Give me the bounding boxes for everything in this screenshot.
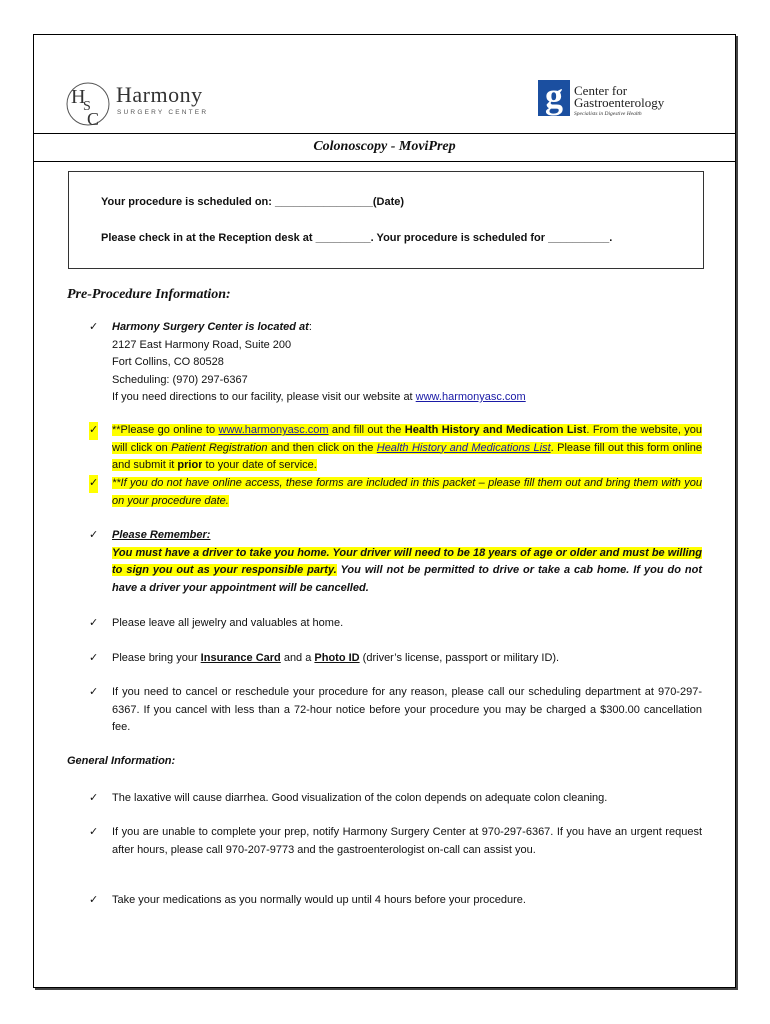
cfg-g-icon: g xyxy=(538,80,570,116)
general-item-laxative: The laxative will cause diarrhea. Good visualization of the colon depends on adequate colon cleaning. xyxy=(112,792,608,804)
directions-text: If you need directions to our facility, please visit our website at xyxy=(112,391,416,403)
jewelry-item: Please leave all jewelry and valuables at home. xyxy=(112,617,344,629)
scheduling-phone: Scheduling: (970) 297-6367 xyxy=(112,373,248,386)
address-line2: Fort Collins, CO 80528 xyxy=(112,356,224,368)
location-item: Harmony Surgery Center is located at: 2127 East Harmony Road, Suite 200 Fort Collins, CO 80528 Scheduling: (970) 297-6367 If you need directions to our facility, please visit our website at www.harmonyasc.com xyxy=(112,319,702,407)
cfg-logo-line1: Center for xyxy=(574,83,628,98)
schedule-box xyxy=(68,171,704,269)
cfg-logo-tagline: Specialists in Digestive Health xyxy=(574,111,642,117)
document-title: Colonoscopy - MoviPrep xyxy=(313,139,456,154)
check-icon: ✓ xyxy=(89,652,99,664)
check-icon: ✓ xyxy=(89,321,99,333)
health-history-link[interactable]: Health History and Medications List xyxy=(376,441,551,454)
general-item-prep: If you are unable to complete your prep, notify Harmony Surgery Center at 970-297-6367. If you have an urgent request after hours, please call 970-207-9773 and the gastroenterologist on-call can assist you. xyxy=(112,826,702,856)
driver-requirement: You must have a driver to take you home. Your driver will need to be 18 years of age or older and must be willing to sign you out as your responsible party. xyxy=(112,546,702,576)
check-icon: ✓ xyxy=(89,894,99,906)
hsc-monogram-icon xyxy=(66,79,114,129)
check-icon: ✓ xyxy=(89,475,98,493)
schedule-date-line: Your procedure is scheduled on: ________________(Date) xyxy=(101,196,405,208)
check-icon: ✓ xyxy=(89,529,99,541)
remember-title: Please Remember: xyxy=(112,529,211,541)
cancellation-item: If you need to cancel or reschedule your procedure for any reason, please call our scheduling department at 970-297-6367. If you cancel with less than a 72-hour notice before your procedure you may be charged a $300.00 cancellation fee. xyxy=(112,686,702,733)
svg-text:C: C xyxy=(87,109,100,129)
check-icon: ✓ xyxy=(89,617,99,629)
general-info-heading: General Information: xyxy=(67,755,176,767)
check-icon: ✓ xyxy=(89,792,99,804)
check-icon: ✓ xyxy=(89,826,99,838)
cfg-logo-line2: Gastroenterology xyxy=(574,95,665,110)
bring-id-item: Please bring your Insurance Card and a Photo ID (driver’s license, passport or military ID). xyxy=(112,652,560,664)
remember-item: Please Remember: You must have a driver to take you home. Your driver will need to be 18 years of age or older and must be willing to sign you out as your responsible party. You will not be permitted to drive or take a cab home. If you do not have a driver your appointment will be cancelled. xyxy=(112,529,702,594)
insurance-card-text: Insurance Card xyxy=(200,652,281,664)
center-for-gastroenterology-logo xyxy=(538,76,698,122)
schedule-checkin-line: Please check in at the Reception desk at _________. Your procedure is scheduled for __________. xyxy=(101,232,613,244)
svg-text:H: H xyxy=(71,86,86,108)
website-link[interactable]: www.harmonyasc.com xyxy=(415,391,526,403)
header-divider xyxy=(34,133,735,134)
website-link[interactable]: www.harmonyasc.com xyxy=(218,424,329,436)
harmony-surgery-center-logo xyxy=(66,79,216,131)
location-title: Harmony Surgery Center is located at xyxy=(112,321,309,333)
no-online-access-item: **If you do not have online access, these forms are included in this packet – please fill them out and bring them with you on your procedure date. xyxy=(112,477,702,507)
online-form-item: **Please go online to www.harmonyasc.com and fill out the Health History and Medication List. From the website, you will click on Patient Registration and then click on the Health History and Medications List. Please fill out this form online and submit it prior to your date of service. xyxy=(112,424,703,471)
check-icon: ✓ xyxy=(89,422,98,440)
check-icon: ✓ xyxy=(89,686,99,698)
general-item-medications: Take your medications as you normally would up until 4 hours before your procedure. xyxy=(112,894,526,906)
pre-procedure-heading: Pre-Procedure Information: xyxy=(67,287,231,302)
title-divider xyxy=(34,161,735,162)
document-page xyxy=(33,34,736,988)
svg-text:S: S xyxy=(83,99,91,114)
address-line1: 2127 East Harmony Road, Suite 200 xyxy=(112,338,292,351)
photo-id-text: Photo ID xyxy=(314,652,360,664)
hsc-logo-name: Harmony xyxy=(116,82,203,107)
hsc-logo-subtitle: SURGERY CENTER xyxy=(117,109,209,116)
